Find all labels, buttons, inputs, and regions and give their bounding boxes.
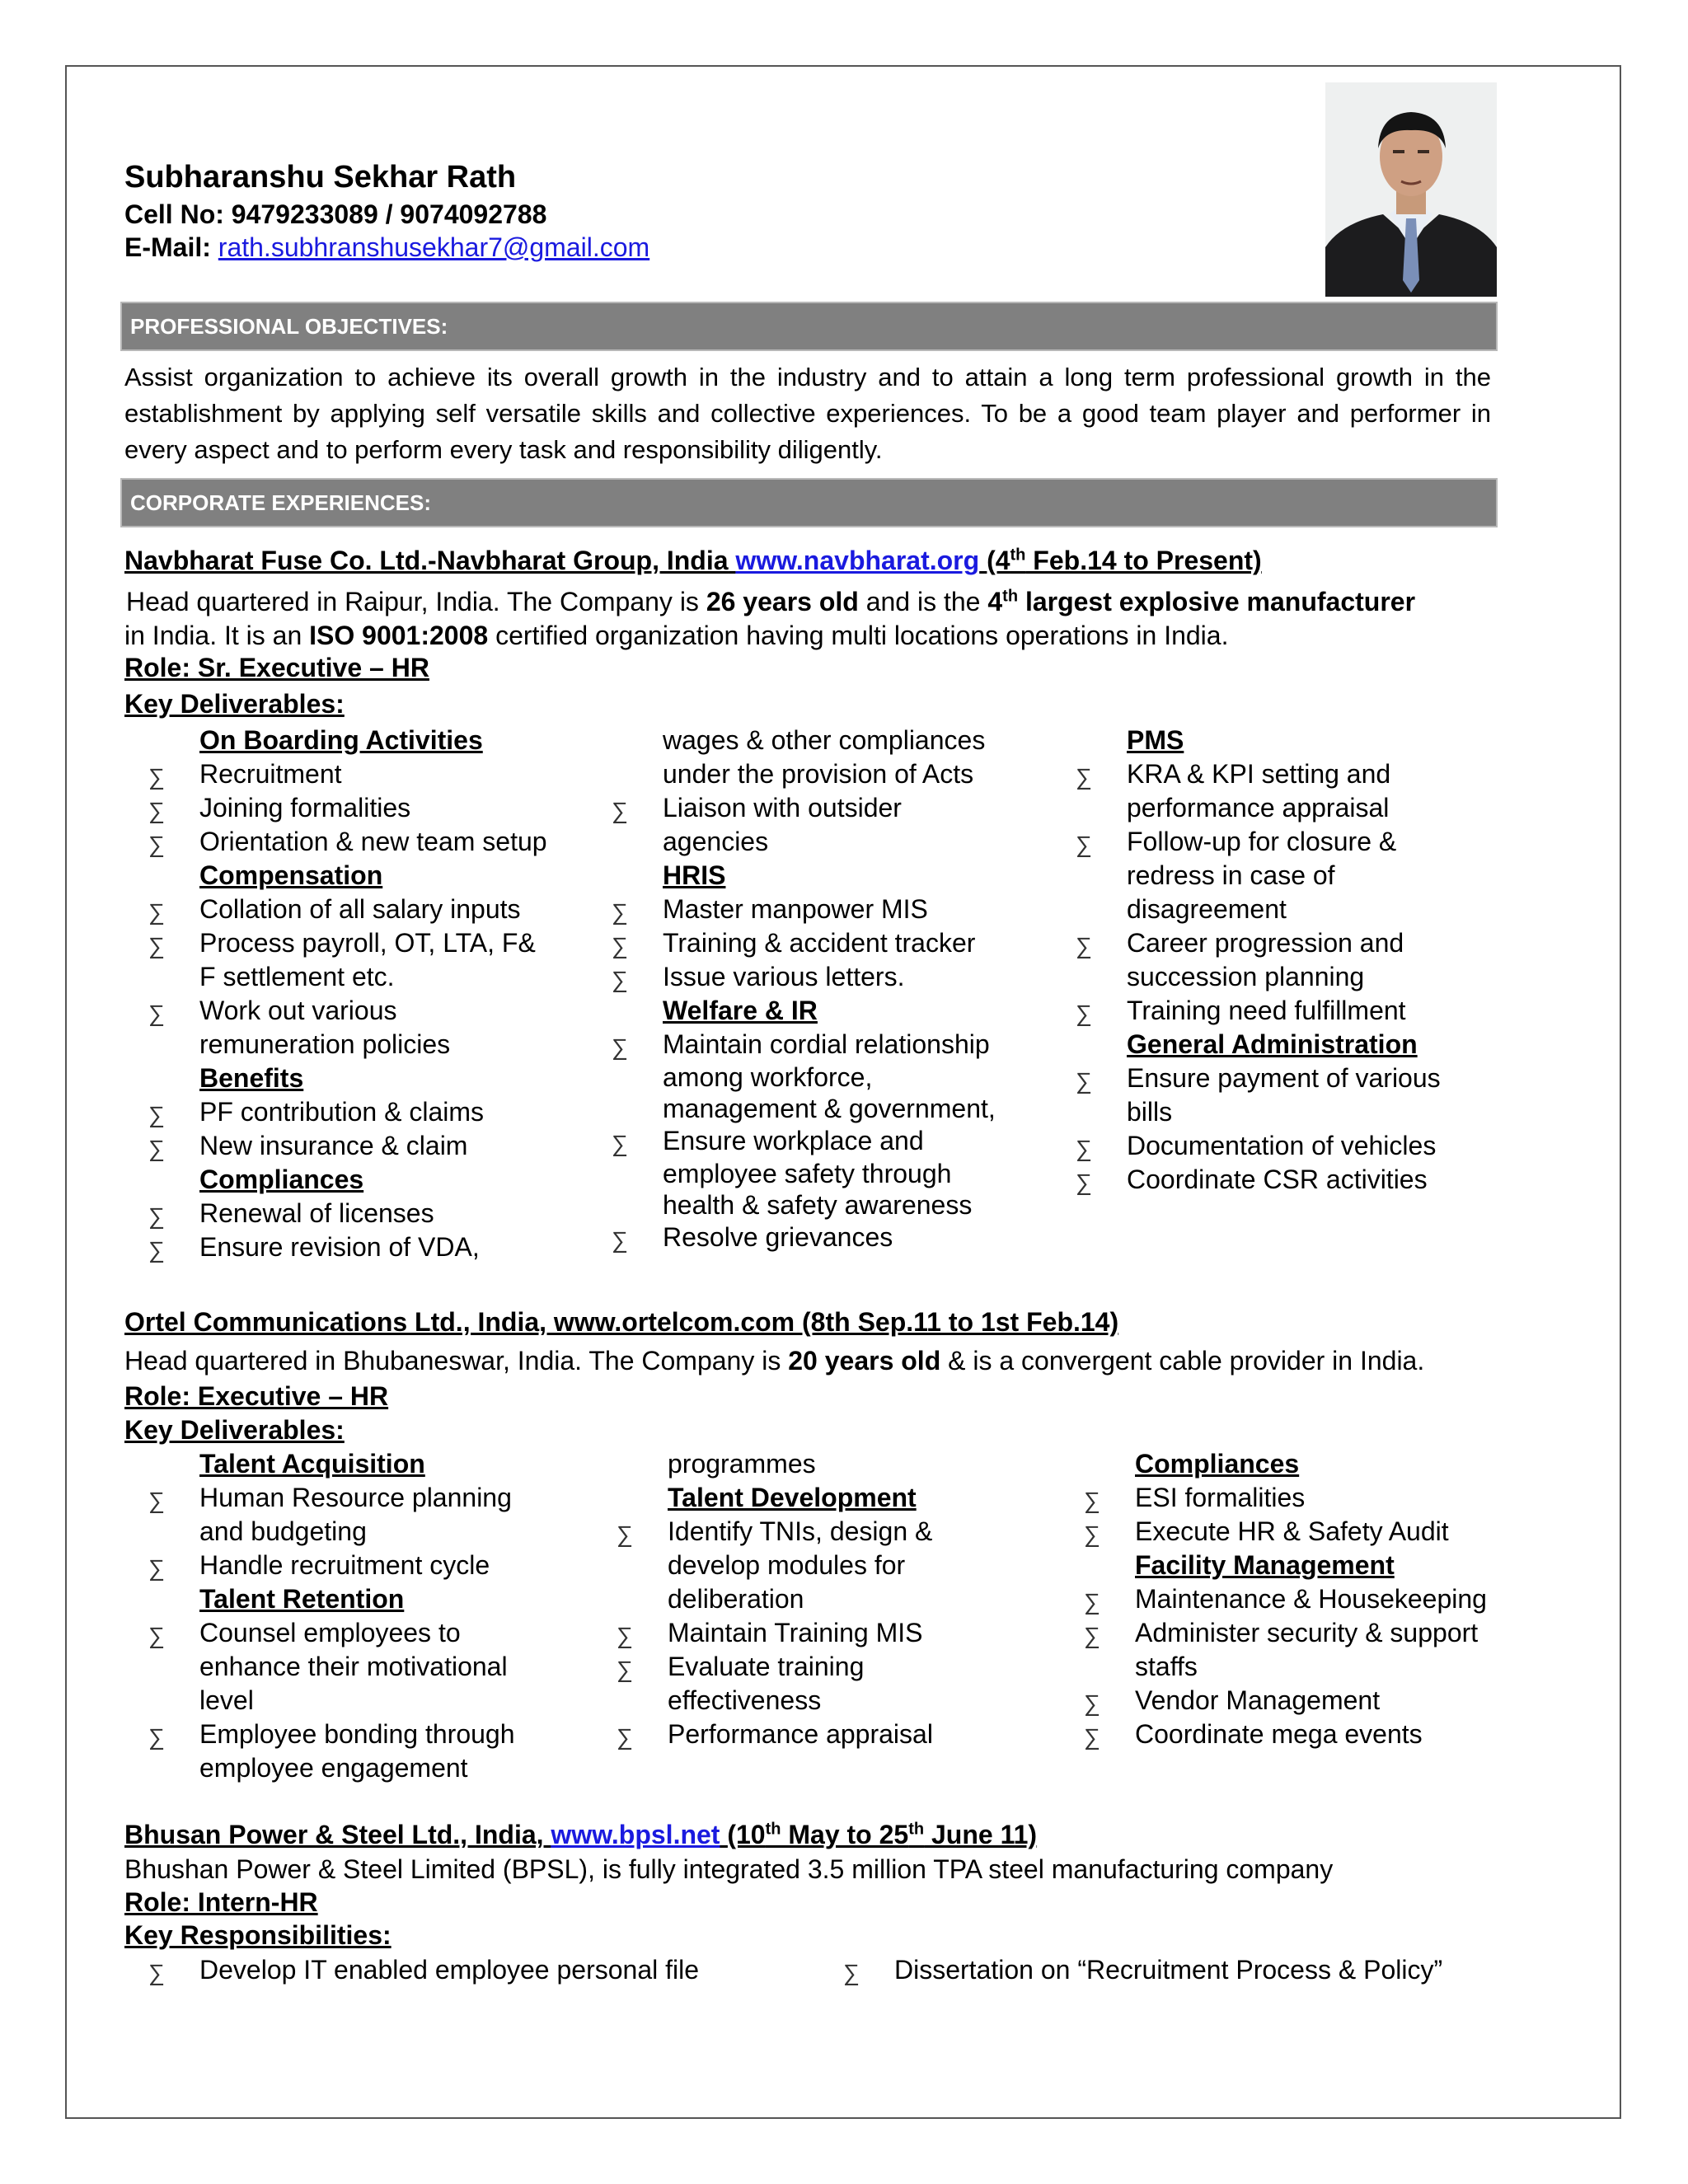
job2-desc-part: Head quartered in Bhubaneswar, India. The Company is bbox=[124, 1346, 789, 1376]
list-item-cont: employee safety through bbox=[663, 1159, 952, 1188]
list-item: ∑ Develop IT enabled employee personal file bbox=[199, 1953, 699, 1987]
list-item: ∑ Identify TNIs, design & bbox=[668, 1515, 933, 1549]
job3-company: Bhusan Power & Steel Ltd., India, bbox=[124, 1820, 544, 1849]
list-item: ∑ Coordinate mega events bbox=[1135, 1718, 1487, 1751]
list-item: ∑ Documentation of vehicles bbox=[1127, 1129, 1441, 1163]
list-item: ∑ Evaluate training bbox=[668, 1650, 933, 1684]
list-item: ∑ Issue various letters. bbox=[663, 960, 996, 994]
job2-role: Role: Executive – HR bbox=[124, 1381, 389, 1411]
general-admin-heading: General Administration bbox=[1127, 1029, 1418, 1059]
list-item: ∑ ESI formalities bbox=[1135, 1481, 1487, 1515]
list-item: ∑ Joining formalities bbox=[199, 791, 547, 825]
list-item-cont: redress in case of bbox=[1127, 860, 1335, 890]
list-item-cont: management & government, bbox=[663, 1094, 996, 1123]
pms-heading: PMS bbox=[1127, 725, 1184, 755]
job1-date-start: (4 bbox=[987, 546, 1010, 575]
welfare-heading: Welfare & IR bbox=[663, 996, 818, 1025]
job1-column-3 bbox=[1127, 724, 1441, 1197]
benefits-heading: Benefits bbox=[199, 1063, 304, 1093]
job3-column-1 bbox=[199, 1953, 699, 1987]
job1-date-sup: th bbox=[1010, 546, 1026, 565]
cell-numbers: 9479233089 / 9074092788 bbox=[231, 199, 547, 229]
job2-column-3 bbox=[1135, 1447, 1487, 1751]
experience-header: CORPORATE EXPERIENCES: bbox=[120, 478, 1498, 527]
list-item: ∑ Maintenance & Housekeeping bbox=[1135, 1582, 1487, 1616]
job3-date-sup: th bbox=[765, 1820, 781, 1839]
list-item: ∑ Handle recruitment cycle bbox=[199, 1549, 515, 1582]
list-item: ∑ Orientation & new team setup bbox=[199, 825, 547, 859]
list-item: ∑ Liaison with outsider bbox=[663, 791, 996, 825]
list-item: ∑ Vendor Management bbox=[1135, 1684, 1487, 1718]
job3-heading bbox=[124, 1820, 1037, 1850]
job1-company: Navbharat Fuse Co. Ltd.-Navbharat Group, India bbox=[124, 546, 729, 575]
list-item-cont: staffs bbox=[1135, 1652, 1198, 1681]
job1-date-end: Feb.14 to Present) bbox=[1025, 546, 1262, 575]
job1-column-1 bbox=[199, 724, 547, 1264]
list-item: ∑ New insurance & claim bbox=[199, 1129, 547, 1163]
list-item-cont: succession planning bbox=[1127, 962, 1365, 991]
job1-deliverables-label: Key Deliverables: bbox=[124, 689, 345, 719]
list-item-cont: performance appraisal bbox=[1127, 793, 1390, 823]
candidate-name: Subharanshu Sekhar Rath bbox=[124, 160, 517, 194]
list-item: ∑ Collation of all salary inputs bbox=[199, 893, 547, 926]
job3-responsibilities-label: Key Responsibilities: bbox=[124, 1920, 392, 1950]
list-item-cont: under the provision of Acts bbox=[663, 759, 974, 789]
list-item: ∑ Maintain Training MIS bbox=[668, 1616, 933, 1650]
list-item: ∑ KRA & KPI setting and bbox=[1127, 757, 1441, 791]
job3-column-2 bbox=[894, 1953, 1442, 1987]
job1-desc-sup: th bbox=[1002, 587, 1019, 606]
job3-date-part: (10 bbox=[727, 1820, 766, 1849]
list-item: ∑ Follow-up for closure & bbox=[1127, 825, 1441, 859]
job2-desc bbox=[124, 1346, 1424, 1376]
list-item-cont: disagreement bbox=[1127, 894, 1287, 924]
list-item: ∑ Ensure workplace and bbox=[663, 1124, 996, 1158]
objectives-header: PROFESSIONAL OBJECTIVES: bbox=[120, 302, 1498, 351]
cell-label: Cell No: bbox=[124, 199, 224, 229]
list-item: ∑ Dissertation on “Recruitment Process & Policy” bbox=[894, 1953, 1442, 1987]
list-item-cont: deliberation bbox=[668, 1584, 804, 1614]
compliances-heading: Compliances bbox=[199, 1165, 364, 1194]
list-item: ∑ Recruitment bbox=[199, 757, 547, 791]
list-item-cont: level bbox=[199, 1685, 254, 1715]
list-item: ∑ Employee bonding through bbox=[199, 1718, 515, 1751]
email-link[interactable]: rath.subhranshusekhar7@gmail.com bbox=[218, 232, 650, 262]
facility-management-heading: Facility Management bbox=[1135, 1550, 1395, 1580]
list-item-cont: develop modules for bbox=[668, 1550, 906, 1580]
job3-role: Role: Intern-HR bbox=[124, 1887, 318, 1917]
profile-photo bbox=[1325, 82, 1497, 297]
job1-desc-bold: largest explosive manufacturer bbox=[1018, 587, 1416, 616]
list-item: ∑ Career progression and bbox=[1127, 926, 1441, 960]
compliances-heading: Compliances bbox=[1135, 1449, 1300, 1479]
email-label: E-Mail: bbox=[124, 232, 211, 262]
talent-development-heading: Talent Development bbox=[668, 1483, 917, 1512]
list-item-cont: wages & other compliances bbox=[663, 725, 986, 755]
job2-column-1 bbox=[199, 1447, 515, 1785]
list-item-cont: agencies bbox=[663, 827, 769, 856]
list-item: ∑ Training & accident tracker bbox=[663, 926, 996, 960]
job1-heading bbox=[124, 546, 1262, 576]
list-item: ∑ Renewal of licenses bbox=[199, 1197, 547, 1230]
list-item-cont: among workforce, bbox=[663, 1062, 873, 1092]
list-item: ∑ Resolve grievances bbox=[663, 1221, 996, 1254]
job3-date-part: May to 25 bbox=[781, 1820, 909, 1849]
list-item: ∑ Master manpower MIS bbox=[663, 893, 996, 926]
list-item-cont: bills bbox=[1127, 1097, 1173, 1127]
job3-date-sup: th bbox=[908, 1820, 925, 1839]
talent-acquisition-heading: Talent Acquisition bbox=[199, 1449, 425, 1479]
list-item: ∑ Training need fulfillment bbox=[1127, 994, 1441, 1028]
job2-deliverables-label: Key Deliverables: bbox=[124, 1415, 345, 1445]
hris-heading: HRIS bbox=[663, 860, 726, 890]
job3-url[interactable]: www.bpsl.net bbox=[551, 1820, 720, 1849]
job1-url[interactable]: www.navbharat.org bbox=[735, 546, 980, 575]
onboarding-heading: On Boarding Activities bbox=[199, 725, 483, 755]
list-item-cont: F settlement etc. bbox=[199, 962, 395, 991]
list-item: ∑ Ensure revision of VDA, bbox=[199, 1230, 547, 1264]
email-line bbox=[124, 232, 649, 263]
list-item: ∑ Work out various bbox=[199, 994, 547, 1028]
job3-date-part: June 11) bbox=[924, 1820, 1038, 1849]
list-item-cont: enhance their motivational bbox=[199, 1652, 508, 1681]
job1-desc-part: certified organization having multi locations operations in India. bbox=[488, 621, 1229, 650]
list-item: ∑ Administer security & support bbox=[1135, 1616, 1487, 1650]
job1-desc-part: Head quartered in Raipur, India. The Company is bbox=[126, 587, 706, 616]
list-item: ∑ Human Resource planning bbox=[199, 1481, 515, 1515]
cell-line bbox=[124, 199, 546, 230]
list-item-cont: employee engagement bbox=[199, 1753, 468, 1783]
list-item-cont: and budgeting bbox=[199, 1516, 367, 1546]
list-item-cont: programmes bbox=[668, 1449, 816, 1479]
list-item: ∑ Maintain cordial relationship bbox=[663, 1028, 996, 1062]
job2-heading: Ortel Communications Ltd., India, www.ortelcom.com (8th Sep.11 to 1st Feb.14) bbox=[124, 1307, 1119, 1337]
job1-desc-bold: 4 bbox=[987, 587, 1003, 616]
job1-desc-bold: 26 years old bbox=[706, 587, 859, 616]
talent-retention-heading: Talent Retention bbox=[199, 1584, 405, 1614]
list-item: ∑ Ensure payment of various bbox=[1127, 1062, 1441, 1095]
list-item-cont: effectiveness bbox=[668, 1685, 822, 1715]
job1-desc-part: in India. It is an bbox=[124, 621, 310, 650]
list-item: ∑ PF contribution & claims bbox=[199, 1095, 547, 1129]
job1-desc-part: and is the bbox=[858, 587, 988, 616]
list-item-cont: health & safety awareness bbox=[663, 1190, 973, 1220]
job2-desc-bold: 20 years old bbox=[788, 1346, 941, 1376]
list-item: ∑ Process payroll, OT, LTA, F& bbox=[199, 926, 547, 960]
job2-desc-part: & is a convergent cable provider in India. bbox=[940, 1346, 1425, 1376]
job1-role: Role: Sr. Executive – HR bbox=[124, 653, 429, 682]
list-item: ∑ Coordinate CSR activities bbox=[1127, 1163, 1441, 1197]
objectives-text: Assist organization to achieve its overall growth in the industry and to attain a long term professional growth in the establishment by applying self versatile skills and collective experiences. To be a good team player and performer in every aspect and to perform every task and responsibility diligently. bbox=[124, 363, 1491, 464]
job1-desc-line1 bbox=[126, 587, 1415, 617]
list-item: ∑ Performance appraisal bbox=[668, 1718, 933, 1751]
portrait-image bbox=[1325, 82, 1497, 297]
job1-column-2 bbox=[663, 724, 996, 1254]
job2-column-2 bbox=[668, 1447, 933, 1751]
list-item: ∑ Execute HR & Safety Audit bbox=[1135, 1515, 1487, 1549]
job1-desc-line2 bbox=[124, 621, 1228, 651]
job1-desc-bold: ISO 9001:2008 bbox=[309, 621, 489, 650]
compensation-heading: Compensation bbox=[199, 860, 383, 890]
list-item: ∑ Counsel employees to bbox=[199, 1616, 515, 1650]
list-item-cont: remuneration policies bbox=[199, 1029, 451, 1059]
job3-desc: Bhushan Power & Steel Limited (BPSL), is fully integrated 3.5 million TPA steel manufacturing company bbox=[124, 1854, 1334, 1884]
